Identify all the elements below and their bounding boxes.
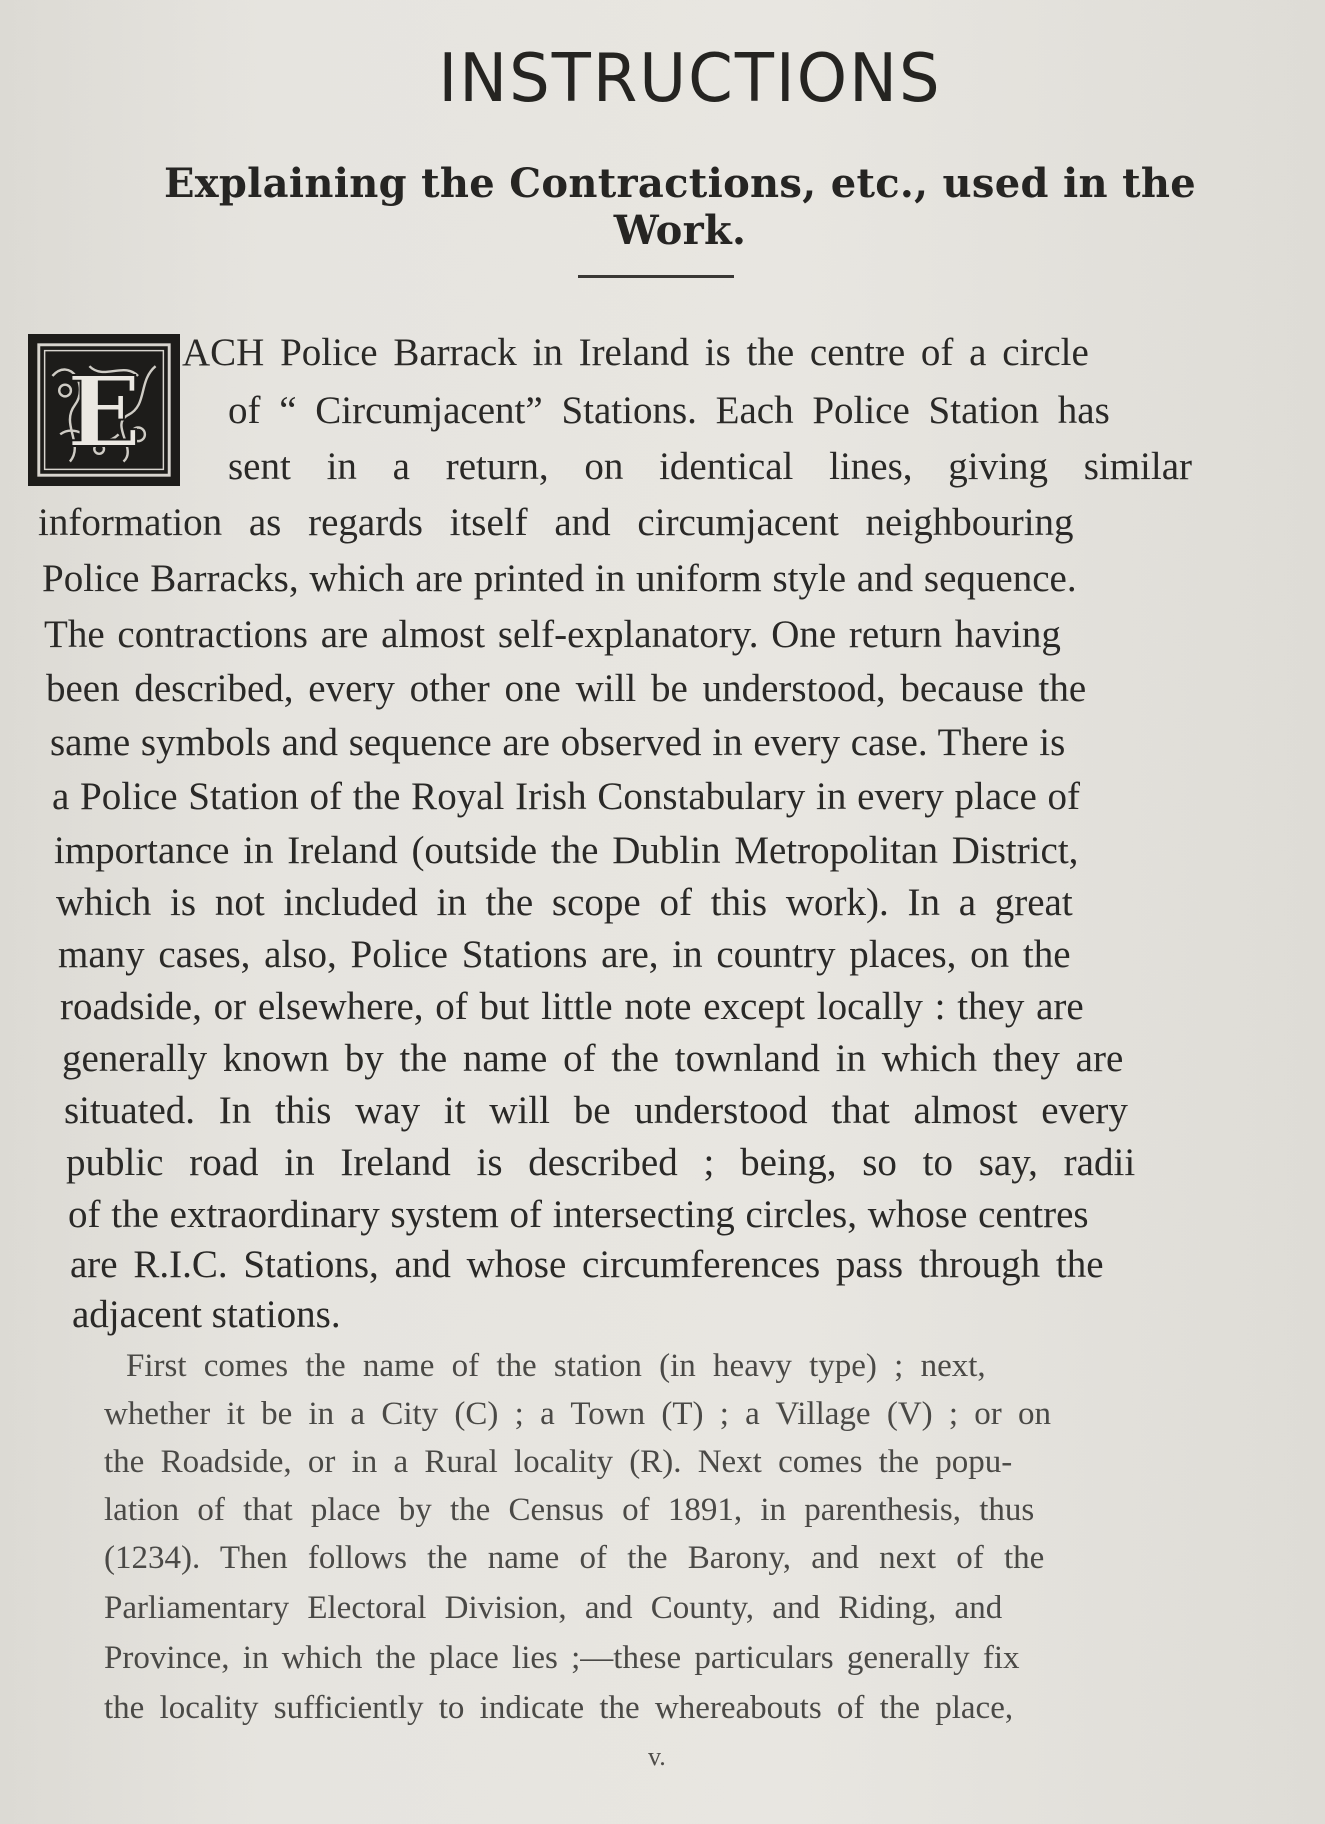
- page-subtitle: Explaining the Contractions, etc., used in the Work.: [163, 160, 1197, 254]
- text-line: (1234). Then follows the name of the Barony, and next of the: [104, 1540, 1045, 1576]
- drop-cap-letter: E: [66, 355, 142, 470]
- text-line: which is not included in the scope of this work). In a great: [56, 881, 1073, 924]
- text-line: adjacent stations.: [72, 1293, 341, 1336]
- title-divider: [578, 275, 734, 278]
- text-line: the locality sufficiently to indicate the whereabouts of the place,: [104, 1690, 1014, 1726]
- text-line: Parliamentary Electoral Division, and County, and Riding, and: [104, 1590, 1003, 1626]
- text-line: whether it be in a City (C) ; a Town (T) ; a Village (V) ; or on: [104, 1396, 1052, 1432]
- text-line: lation of that place by the Census of 1891, in parenthesis, thus: [104, 1492, 1035, 1528]
- text-line: the Roadside, or in a Rural locality (R). Next comes the popu-: [104, 1444, 1013, 1480]
- text-line: ACH Police Barrack in Ireland is the centre of a circle: [182, 331, 1089, 374]
- text-line: Province, in which the place lies ;—these particulars generally fix: [104, 1640, 1020, 1676]
- text-line: of “ Circumjacent” Stations. Each Police Station has: [228, 389, 1110, 432]
- text-line: of the extraordinary system of intersecting circles, whose centres: [68, 1193, 1089, 1236]
- ornamental-drop-cap-e: [28, 334, 180, 486]
- text-line: information as regards itself and circumjacent neighbouring: [38, 501, 1074, 544]
- text-line: a Police Station of the Royal Irish Constabulary in every place of: [52, 775, 1080, 818]
- text-line: are R.I.C. Stations, and whose circumferences pass through the: [70, 1243, 1104, 1286]
- text-line: public road in Ireland is described ; being, so to say, radii: [66, 1141, 1136, 1184]
- text-line: importance in Ireland (outside the Dublin Metropolitan District,: [54, 829, 1079, 872]
- text-line: been described, every other one will be understood, because the: [46, 667, 1087, 710]
- text-line: sent in a return, on identical lines, giving similar: [228, 445, 1193, 488]
- text-line: roadside, or elsewhere, of but little note except locally : they are: [60, 985, 1084, 1028]
- text-line: generally known by the name of the townland in which they are: [62, 1037, 1124, 1080]
- page-title: INSTRUCTIONS: [438, 40, 942, 118]
- text-line: many cases, also, Police Stations are, in country places, on the: [58, 933, 1071, 976]
- text-line: situated. In this way it will be understood that almost every: [64, 1089, 1128, 1132]
- page-number: v.: [648, 1742, 666, 1771]
- text-line: The contractions are almost self-explanatory. One return having: [44, 613, 1061, 656]
- drop-cap-ornament-icon: [31, 337, 177, 483]
- text-line: Police Barracks, which are printed in uniform style and sequence.: [42, 557, 1077, 600]
- text-line: First comes the name of the station (in heavy type) ; next,: [126, 1348, 986, 1384]
- text-line: same symbols and sequence are observed in every case. There is: [50, 721, 1066, 764]
